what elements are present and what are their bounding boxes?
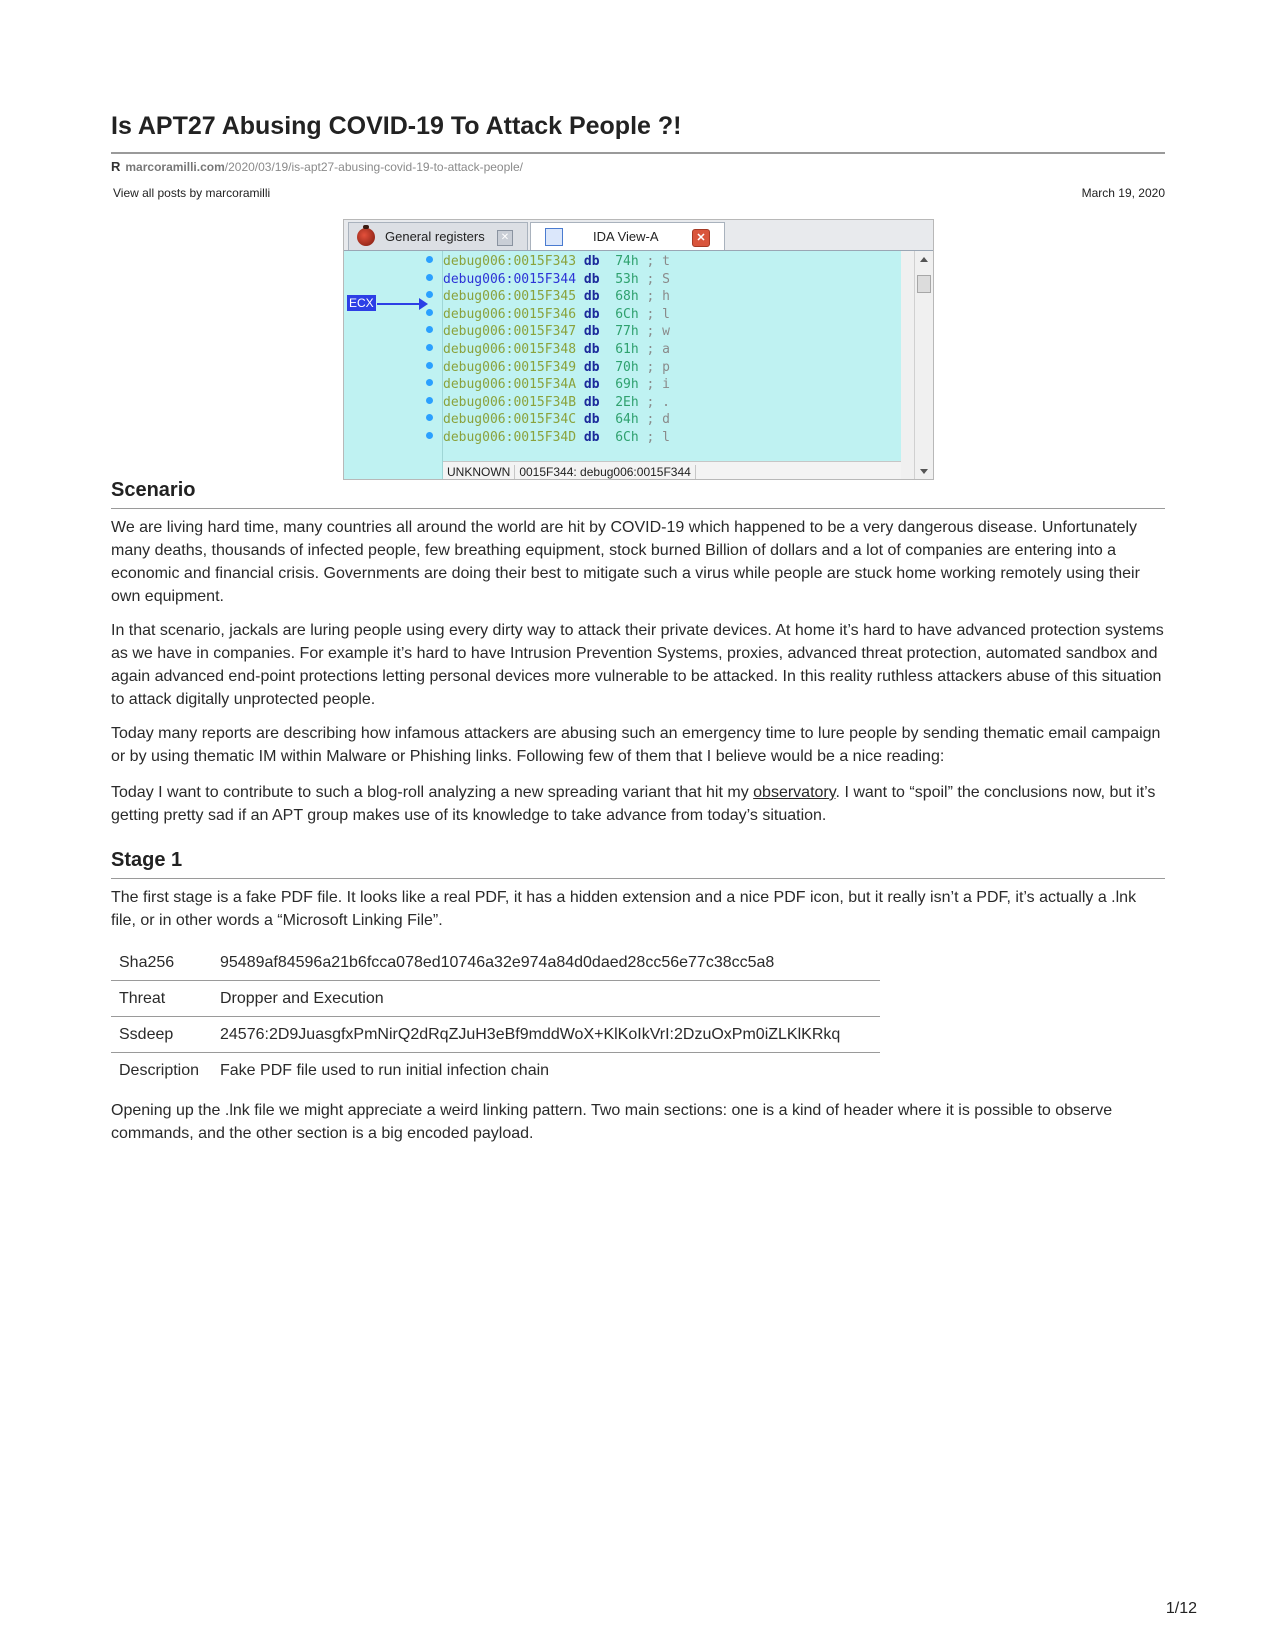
source-link[interactable] — [111, 159, 523, 174]
ida-status-bar — [443, 461, 901, 480]
ida-address: debug006:0015F347 — [443, 324, 577, 340]
ida-line — [443, 395, 670, 413]
breakpoint-dot-icon — [426, 414, 433, 421]
ida-comment: ; l — [646, 430, 670, 445]
table-value: Fake PDF file used to run initial infection chain — [212, 1053, 880, 1089]
ida-value: 77h — [615, 324, 639, 340]
table-row — [111, 1017, 880, 1053]
section-heading-stage1: Stage 1 — [111, 849, 183, 871]
ida-comment: ; S — [646, 271, 670, 287]
ida-line — [443, 412, 670, 430]
ida-line — [443, 289, 670, 307]
breakpoint-dot-icon — [426, 379, 433, 386]
ida-opcode: db — [583, 324, 600, 340]
table-value: Dropper and Execution — [212, 981, 880, 1017]
ida-address: debug006:0015F344 — [443, 271, 577, 287]
breakpoint-dot-icon — [426, 362, 433, 369]
ida-line — [443, 377, 670, 395]
post-date: March 19, 2020 — [1081, 186, 1165, 200]
breakpoint-dot-icon — [426, 309, 433, 316]
ida-value: 6Ch — [615, 430, 639, 445]
ida-line — [443, 272, 670, 290]
scroll-thumb — [917, 275, 931, 293]
tab-ida-view-label: IDA View-A — [593, 229, 659, 244]
tab-general-registers-label: General registers — [385, 229, 485, 244]
ida-value: 68h — [615, 289, 639, 305]
ida-scrollbar — [914, 251, 933, 480]
breakpoint-dot-icon — [426, 397, 433, 404]
ida-comment: ; a — [646, 342, 670, 357]
ida-comment: ; w — [646, 324, 670, 340]
source-domain: marcoramilli.com — [125, 159, 225, 174]
table-row — [111, 945, 880, 981]
ida-line — [443, 360, 670, 378]
breakpoint-dot-icon — [426, 291, 433, 298]
page-number: 1/12 — [1165, 1600, 1197, 1617]
table-value: 95489af84596a21b6fcca078ed10746a32e974a84d0daed28cc56e77c38cc5a8 — [220, 953, 775, 971]
site-logo-icon: R — [111, 159, 120, 174]
ida-value: 74h — [615, 254, 639, 269]
ida-opcode: db — [583, 342, 600, 357]
ida-address: debug006:0015F34B — [443, 394, 577, 410]
table-key: Threat — [111, 981, 212, 1017]
close-icon: ✕ — [497, 230, 513, 246]
breakpoint-dot-icon — [426, 432, 433, 439]
scenario-paragraph-2: In that scenario, jackals are luring people using every dirty way to attack their private devices. At home it’s hard to have advanced protection systems as we have in companies. For example it’s hard to have Intrusion Prevention Systems, proxies, advanced threat protection, automated sandbox and again advanced end-point protections letting personal devices more vulnerable to be attacked. In this reality ruthless attackers abuse of this situation to attack digitally unprotected people. — [111, 622, 1164, 708]
breakpoint-dot-icon — [426, 344, 433, 351]
ecx-arrowhead — [419, 298, 428, 310]
stage1-divider — [111, 878, 1165, 879]
ida-address: debug006:0015F34C — [443, 412, 577, 428]
observatory-link[interactable]: observatory — [753, 784, 836, 801]
page-title: Is APT27 Abusing COVID-19 To Attack People ?! — [111, 112, 682, 140]
ida-address: debug006:0015F346 — [443, 306, 577, 322]
ida-comment: ; d — [646, 412, 670, 428]
table-key: Sha256 — [119, 953, 175, 971]
ida-opcode: db — [583, 289, 600, 305]
breakpoint-dot-icon — [426, 256, 433, 263]
scenario-paragraph-4 — [111, 781, 1165, 827]
ida-opcode: db — [583, 254, 600, 269]
table-row — [111, 981, 880, 1017]
breakpoint-dot-icon — [426, 274, 433, 281]
source-path: /2020/03/19/is-apt27-abusing-covid-19-to-attack-people/ — [224, 159, 523, 174]
sample-info-table — [111, 945, 880, 1088]
ida-line — [443, 430, 670, 448]
ida-opcode: db — [583, 412, 600, 428]
stage1-paragraph-2: Opening up the .lnk file we might appreciate a weird linking pattern. Two main sections: one is a kind of header where it is possible to observe commands, and the other section is a big encoded payload. — [111, 1102, 1113, 1142]
tab-general-registers — [348, 222, 528, 250]
ida-opcode: db — [583, 377, 600, 393]
ida-opcode: db — [583, 394, 600, 410]
scenario-paragraph-3: Today many reports are describing how infamous attackers are abusing such an emergency time to lure people by sending thematic email campaign or by using thematic IM within Malware or Phishing links. Following few of them that I believe would be a nice reading: — [111, 725, 1161, 765]
ida-line — [443, 342, 670, 360]
ida-view-icon — [545, 228, 563, 246]
ida-opcode: db — [583, 359, 600, 375]
table-key: Ssdeep — [111, 1017, 212, 1053]
ida-comment: ; h — [646, 289, 670, 305]
scroll-down-icon — [920, 469, 928, 474]
close-icon: ✕ — [692, 229, 710, 247]
ida-line — [443, 307, 670, 325]
ida-address: debug006:0015F34D — [443, 430, 577, 445]
scenario-paragraph-1: We are living hard time, many countries all around the world are hit by COVID-19 which happened to be a very dangerous disease. Unfortunately many deaths, thousands of infected people, few breathing equipment, stock burned Billion of dollars and a lot of companies are entering into a economic and financial crisis. Governments are doing their best to mitigate such a virus while people are stuck home working remotely using their own equipment. — [111, 519, 1140, 605]
ida-screenshot — [343, 219, 934, 480]
ida-opcode: db — [583, 430, 600, 445]
table-value: 24576:2D9JuasgfxPmNirQ2dRqZJuH3eBf9mddWoX+KlKoIkVrI:2DzuOxPm0iZLKlKRkq — [212, 1017, 880, 1053]
ida-address: debug006:0015F348 — [443, 342, 577, 357]
ida-address: debug006:0015F343 — [443, 254, 577, 269]
ida-comment: ; p — [646, 359, 670, 375]
ida-disassembly-listing — [443, 251, 901, 461]
ida-line — [443, 254, 670, 272]
ida-opcode: db — [583, 271, 600, 287]
ida-address: debug006:0015F34A — [443, 377, 577, 393]
p4-text-after: . I want to “spoil” the conclusions now, but it’s getting pretty sad if an APT group makes use of its knowledge to take advance from today’s situation. — [111, 784, 1156, 824]
ida-status-right: 0015F344: debug006:0015F344 — [515, 465, 696, 479]
bug-icon — [357, 228, 375, 246]
ida-gutter — [344, 251, 443, 480]
ecx-register-label: ECX — [349, 296, 374, 310]
breakpoint-dot-icon — [426, 326, 433, 333]
ida-value: 53h — [615, 271, 639, 287]
scenario-divider — [111, 508, 1165, 509]
tab-ida-view — [530, 222, 725, 250]
ecx-arrow — [377, 303, 421, 305]
ida-value: 70h — [615, 359, 639, 375]
ida-value: 69h — [615, 377, 639, 393]
section-heading-scenario: Scenario — [111, 479, 196, 501]
author-link[interactable]: View all posts by marcoramilli — [113, 186, 271, 200]
ida-value: 2Eh — [615, 394, 639, 410]
ida-address: debug006:0015F349 — [443, 359, 577, 375]
table-row — [111, 1053, 880, 1089]
ida-comment: ; . — [646, 394, 670, 410]
stage1-paragraph-1: The first stage is a fake PDF file. It looks like a real PDF, it has a hidden extension and a nice PDF icon, but it really isn’t a PDF, it’s actually a .lnk file, or in other words a “Microsoft Linking File”. — [111, 889, 1137, 929]
ida-comment: ; l — [646, 306, 670, 322]
ida-comment: ; t — [646, 254, 670, 269]
ida-address: debug006:0015F345 — [443, 289, 577, 305]
title-divider — [111, 152, 1165, 154]
ida-tab-bar — [344, 220, 933, 251]
scroll-up-icon — [920, 257, 928, 262]
ida-comment: ; i — [646, 377, 670, 393]
ida-value: 64h — [615, 412, 639, 428]
ida-value: 61h — [615, 342, 639, 357]
p4-text-before: Today I want to contribute to such a blog-roll analyzing a new spreading variant that hit my — [111, 784, 754, 801]
ida-opcode: db — [583, 306, 600, 322]
ida-status-left: UNKNOWN — [443, 465, 515, 479]
ida-value: 6Ch — [615, 306, 639, 322]
ida-line — [443, 324, 670, 342]
table-key: Description — [111, 1053, 212, 1089]
